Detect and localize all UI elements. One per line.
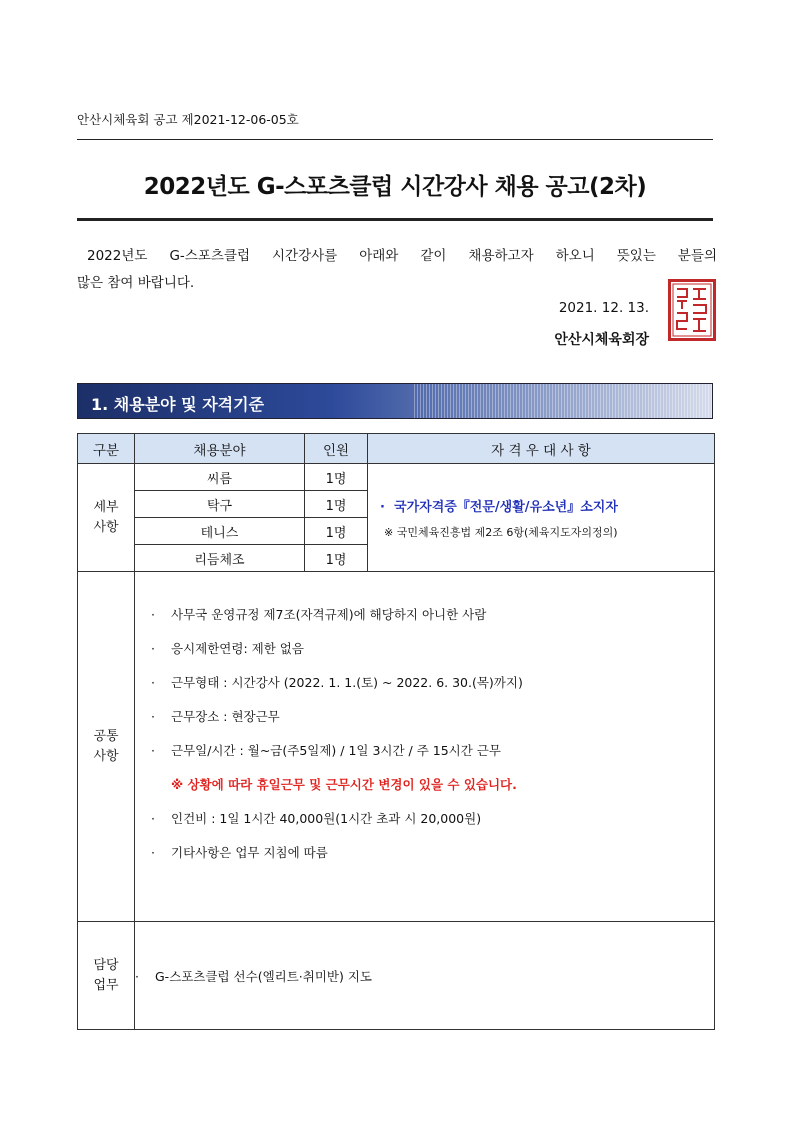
recruitment-table — [77, 433, 715, 1030]
qualification-bullet: · — [380, 499, 385, 515]
duty-item: G-스포츠클럽 선수(엘리트·취미반) 지도 — [155, 968, 372, 984]
section-bar-stripes — [412, 384, 712, 418]
qualification-main — [368, 496, 714, 515]
field-name: 리듬체조 — [135, 545, 305, 572]
table-row — [78, 922, 715, 1030]
intro-paragraph — [77, 243, 717, 297]
qualification-main-text: 국가자격증『전문/생활/유소년』소지자 — [394, 499, 618, 515]
field-name: 탁구 — [135, 491, 305, 518]
list-item: · 인건비 : 1일 1시간 40,000원(1시간 초과 시 20,000원) — [151, 811, 482, 826]
organization-name: 안산시체육회장 — [554, 332, 649, 348]
common-cell — [135, 572, 715, 922]
intro-line-1: 2022년도 G-스포츠클럽 시간강사를 아래와 같이 채용하고자 하오니 뜻있는 분들의 — [87, 248, 717, 264]
common-warning: ※ 상황에 따라 휴일근무 및 근무시간 변경이 있을 수 있습니다. — [171, 777, 517, 792]
table-row — [78, 464, 715, 491]
list-item: · 근무형태 : 시간강사 (2022. 1. 1.(토) ~ 2022. 6. 30.(목)까지) — [151, 675, 523, 690]
field-name: 테니스 — [135, 518, 305, 545]
header-category: 구분 — [78, 434, 135, 464]
qualification-note: ※ 국민체육진흥법 제2조 6항(체육지도자의정의) — [384, 525, 618, 539]
field-count: 1명 — [305, 545, 368, 572]
table-header-row — [78, 434, 715, 464]
field-count: 1명 — [305, 518, 368, 545]
qualification-cell — [368, 464, 715, 572]
list-item: · 근무일/시간 : 월~금(주5일제) / 1일 3시간 / 주 15시간 근무 — [151, 743, 501, 758]
header-qualification: 자 격 우 대 사 항 — [368, 434, 715, 464]
announcement-date: 2021. 12. 13. — [558, 300, 649, 316]
official-seal-icon — [668, 279, 716, 341]
common-list — [135, 572, 714, 877]
header-field: 채용분야 — [135, 434, 305, 464]
section-1-title: 1. 채용분야 및 자격기준 — [91, 395, 265, 414]
notice-number: 안산시체육회 공고 제2021-12-06-05호 — [77, 112, 299, 127]
list-item: · 기타사항은 업무 지침에 따름 — [151, 845, 328, 860]
table-row — [78, 572, 715, 922]
title-rule — [77, 218, 713, 221]
header-count: 인원 — [305, 434, 368, 464]
field-count: 1명 — [305, 464, 368, 491]
list-item: · 응시제한연령: 제한 없음 — [151, 641, 304, 656]
top-rule — [77, 139, 713, 140]
section-1-header — [77, 383, 713, 419]
list-item: · 근무장소 : 현장근무 — [151, 709, 280, 724]
field-count: 1명 — [305, 491, 368, 518]
page-title: 2022년도 G-스포츠클럽 시간강사 채용 공고(2차) — [143, 174, 647, 200]
duty-label: 담당 업무 — [78, 922, 135, 1030]
field-name: 씨름 — [135, 464, 305, 491]
detail-label: 세부 사항 — [78, 464, 135, 572]
list-item: · 사무국 운영규정 제7조(자격규제)에 해당하지 아니한 사람 — [151, 607, 487, 622]
duty-cell: · G-스포츠클럽 선수(엘리트·취미반) 지도 — [135, 922, 715, 1030]
common-label: 공통 사항 — [78, 572, 135, 922]
intro-line-2: 많은 참여 바랍니다. — [77, 275, 195, 291]
